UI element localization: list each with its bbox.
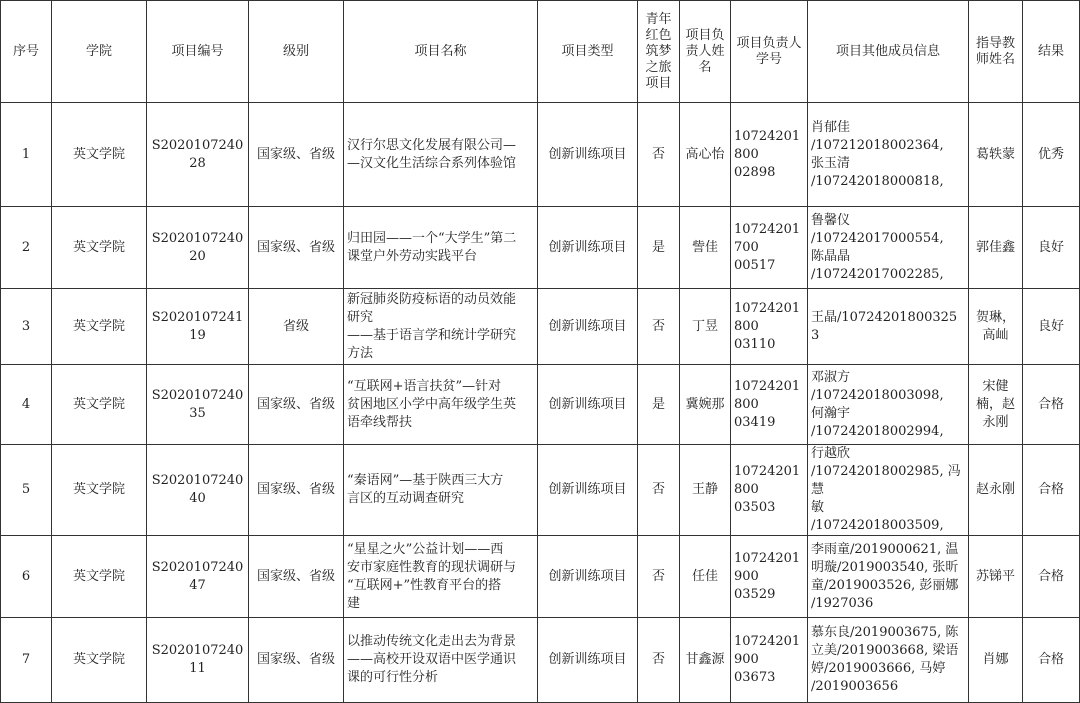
- members-line: /107242018003509,: [811, 518, 944, 533]
- members-line: 王晶/107242018003253: [811, 309, 958, 343]
- cell-seq: 5: [1, 445, 52, 536]
- cell-result: 良好: [1023, 207, 1080, 289]
- cell-leader-id: [731, 289, 808, 365]
- header-project-name: 项目名称: [344, 1, 538, 103]
- cell-leader-name: 訾佳: [680, 207, 731, 289]
- cell-project-no: S202010724047: [147, 536, 249, 618]
- leader-id-line: 03673: [734, 670, 776, 685]
- cell-project-type: 创新训练项目: [538, 207, 638, 289]
- project-name-line: 语牵线帮扶: [347, 414, 413, 430]
- cell-project-no: S202010724020: [147, 207, 249, 289]
- cell-advisor: 赵永刚: [969, 445, 1023, 536]
- cell-leader-name: 甘鑫源: [680, 618, 731, 703]
- project-name-line: ——高校开设双语中医学通识: [347, 652, 517, 667]
- cell-members: [808, 103, 969, 207]
- members-line: /107242018002985, 冯慧: [811, 464, 961, 497]
- project-name-line: “星星之火”公益计划——西: [347, 541, 504, 557]
- leader-id-line: 02898: [734, 164, 776, 180]
- members-line: /107212018002364,: [811, 137, 944, 153]
- members-line: 慕东良/2019003675, 陈: [811, 625, 959, 640]
- project-name-line: “互联网+语言扶贫”—针对: [347, 378, 502, 394]
- table-row: [1, 536, 1080, 618]
- cell-project-type: 创新训练项目: [538, 536, 638, 618]
- members-line: /2019003656: [811, 679, 899, 694]
- header-members: 项目其他成员信息: [808, 1, 969, 103]
- cell-level: 省级: [249, 289, 344, 365]
- members-line: 婷/2019003666, 马婷: [811, 661, 946, 676]
- cell-project-no: S202010724028: [147, 103, 249, 207]
- cell-project-type: 创新训练项目: [538, 445, 638, 536]
- cell-college: 英文学院: [52, 289, 147, 365]
- cell-seq: 2: [1, 207, 52, 289]
- cell-project-name: [344, 207, 538, 289]
- header-leader-id: 项目负责人学号: [731, 1, 808, 103]
- cell-college: 英文学院: [52, 536, 147, 618]
- leader-id-line: 10724201800: [734, 464, 801, 497]
- cell-leader-id: [731, 103, 808, 207]
- leader-id-line: 03503: [734, 500, 776, 515]
- cell-project-type: 创新训练项目: [538, 289, 638, 365]
- members-line: 鲁馨仪: [811, 212, 851, 228]
- members-line: /107242018002994,: [811, 423, 944, 439]
- cell-result: 合格: [1023, 618, 1080, 703]
- leader-id-line: 03529: [734, 586, 776, 602]
- project-name-line: 课的可行性分析: [347, 670, 439, 685]
- members-line: 张玉清: [811, 155, 851, 171]
- cell-members: [808, 618, 969, 703]
- project-name-line: 言区的互动调查研究: [347, 491, 465, 506]
- cell-project-name: [344, 289, 538, 365]
- project-name-line: 以推动传统文化走出去为背景: [347, 634, 517, 649]
- cell-leader-id: [731, 365, 808, 445]
- project-name-line: 方法: [347, 345, 374, 361]
- cell-result: 合格: [1023, 365, 1080, 445]
- cell-leader-name: 丁昱: [680, 289, 731, 365]
- cell-level: 国家级、省级: [249, 365, 344, 445]
- members-line: 陈晶晶: [811, 248, 851, 264]
- project-name-line: 课堂户外劳动实践平台: [347, 248, 478, 264]
- cell-project-no: S202010724119: [147, 289, 249, 365]
- table-body: [1, 103, 1080, 703]
- members-line: 李雨童/2019000621, 温: [811, 541, 959, 557]
- cell-advisor: 贺琳，高屾: [969, 289, 1023, 365]
- table-row: [1, 103, 1080, 207]
- header-leader-name: 项目负责人姓名: [680, 1, 731, 103]
- table-row: [1, 445, 1080, 536]
- cell-leader-name: 冀婉那: [680, 365, 731, 445]
- leader-id-line: 03419: [734, 414, 776, 430]
- project-name-line: —汉文化生活综合系列体验馆: [347, 155, 517, 171]
- cell-level: 国家级、省级: [249, 536, 344, 618]
- cell-project-name: [344, 445, 538, 536]
- leader-id-line: 10724201800: [734, 378, 801, 412]
- cell-college: 英文学院: [52, 618, 147, 703]
- cell-red-tour: 否: [638, 289, 680, 365]
- cell-result: 合格: [1023, 536, 1080, 618]
- leader-id-line: 00517: [734, 257, 776, 273]
- cell-seq: 6: [1, 536, 52, 618]
- leader-id-line: 03110: [734, 336, 776, 352]
- cell-members: [808, 536, 969, 618]
- project-name-line: 汉行尔思文化发展有限公司—: [347, 137, 517, 153]
- table-row: [1, 365, 1080, 445]
- members-line: 童/2019003526, 彭丽娜: [811, 577, 959, 593]
- header-advisor: 指导教师姓名: [969, 1, 1023, 103]
- project-name-line: 归田园——一个“大学生”第二: [347, 230, 517, 246]
- cell-college: 英文学院: [52, 365, 147, 445]
- members-line: 敏: [811, 500, 825, 515]
- cell-red-tour: 是: [638, 365, 680, 445]
- cell-college: 英文学院: [52, 207, 147, 289]
- cell-members: [808, 445, 969, 536]
- cell-college: 英文学院: [52, 103, 147, 207]
- cell-leader-id: [731, 618, 808, 703]
- cell-project-no: S202010724011: [147, 618, 249, 703]
- cell-project-type: 创新训练项目: [538, 618, 638, 703]
- cell-seq: 7: [1, 618, 52, 703]
- cell-red-tour: 否: [638, 103, 680, 207]
- project-name-line: 建: [347, 595, 361, 611]
- cell-members: [808, 365, 969, 445]
- header-result: 结果: [1023, 1, 1080, 103]
- table-row: [1, 618, 1080, 703]
- cell-project-no: S202010724035: [147, 365, 249, 445]
- cell-level: 国家级、省级: [249, 207, 344, 289]
- members-line: 行越欣: [811, 446, 851, 461]
- cell-seq: 3: [1, 289, 52, 365]
- project-name-line: ——基于语言学和统计学研究: [347, 327, 517, 343]
- members-line: /107242017002285,: [811, 266, 944, 282]
- leader-id-line: 10724201700: [734, 221, 801, 255]
- members-line: /107242018003098,: [811, 387, 944, 403]
- header-level: 级别: [249, 1, 344, 103]
- cell-leader-id: [731, 207, 808, 289]
- members-line: 明璇/2019003540, 张昕: [811, 559, 959, 575]
- project-name-line: “秦语网”—基于陕西三大方: [347, 473, 504, 488]
- cell-leader-id: [731, 536, 808, 618]
- cell-leader-name: 王静: [680, 445, 731, 536]
- cell-level: 国家级、省级: [249, 445, 344, 536]
- header-row: [1, 1, 1080, 103]
- leader-id-line: 10724201800: [734, 300, 801, 334]
- cell-red-tour: 否: [638, 618, 680, 703]
- cell-project-name: [344, 618, 538, 703]
- cell-level: 国家级、省级: [249, 618, 344, 703]
- leader-id-line: 10724201900: [734, 634, 801, 667]
- cell-project-name: [344, 536, 538, 618]
- cell-advisor: 葛轶蒙: [969, 103, 1023, 207]
- cell-seq: 4: [1, 365, 52, 445]
- cell-members: [808, 207, 969, 289]
- cell-red-tour: 是: [638, 207, 680, 289]
- header-red-tour: 青年红色筑梦之旅项目: [638, 1, 680, 103]
- table-row: [1, 289, 1080, 365]
- cell-result: 合格: [1023, 445, 1080, 536]
- leader-id-line: 10724201900: [734, 550, 801, 584]
- members-line: 邓淑方: [811, 369, 851, 385]
- project-name-line: 新冠肺炎防疫标语的动员效能: [347, 291, 517, 307]
- header-seq: 序号: [1, 1, 52, 103]
- cell-leader-name: 高心怡: [680, 103, 731, 207]
- cell-result: 良好: [1023, 289, 1080, 365]
- members-line: /1927036: [811, 595, 874, 611]
- cell-advisor: 肖娜: [969, 618, 1023, 703]
- cell-result: 优秀: [1023, 103, 1080, 207]
- members-line: /107242018000818,: [811, 173, 944, 189]
- cell-advisor: 苏锑平: [969, 536, 1023, 618]
- project-name-line: 安市家庭性教育的现状调研与: [347, 559, 517, 575]
- cell-seq: 1: [1, 103, 52, 207]
- project-name-line: “互联网+”性教育平台的搭: [347, 577, 502, 593]
- cell-project-name: [344, 365, 538, 445]
- cell-college: 英文学院: [52, 445, 147, 536]
- members-line: 立美/2019003668, 梁语: [811, 643, 959, 658]
- project-name-line: 研究: [347, 309, 374, 325]
- cell-leader-id: [731, 445, 808, 536]
- table-row: [1, 207, 1080, 289]
- cell-leader-name: 任佳: [680, 536, 731, 618]
- header-project-type: 项目类型: [538, 1, 638, 103]
- cell-red-tour: 否: [638, 445, 680, 536]
- members-line: /107242017000554,: [811, 230, 944, 246]
- cell-project-no: S202010724040: [147, 445, 249, 536]
- header-project-no: 项目编号: [147, 1, 249, 103]
- members-line: 肖郁佳: [811, 119, 851, 135]
- cell-advisor: 郭佳鑫: [969, 207, 1023, 289]
- cell-red-tour: 否: [638, 536, 680, 618]
- cell-members: [808, 289, 969, 365]
- members-line: 何瀚宇: [811, 405, 851, 421]
- cell-project-type: 创新训练项目: [538, 365, 638, 445]
- cell-advisor: 宋健楠，赵永刚: [969, 365, 1023, 445]
- cell-project-name: [344, 103, 538, 207]
- cell-level: 国家级、省级: [249, 103, 344, 207]
- header-college: 学院: [52, 1, 147, 103]
- leader-id-line: 10724201800: [734, 128, 801, 162]
- cell-project-type: 创新训练项目: [538, 103, 638, 207]
- project-name-line: 贫困地区小学中高年级学生英: [347, 396, 517, 412]
